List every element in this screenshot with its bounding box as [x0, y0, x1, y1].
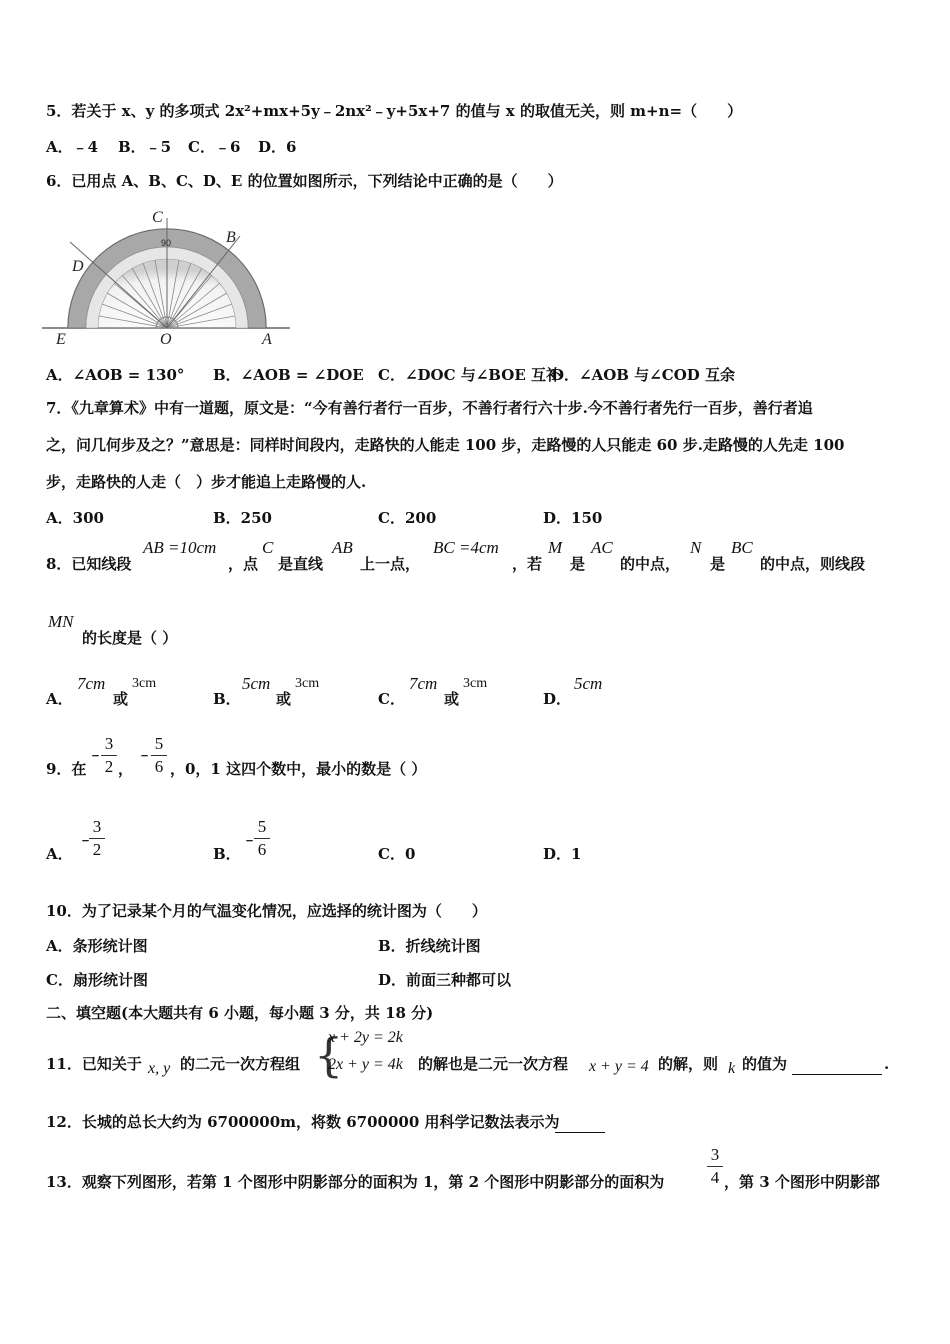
q9-option-a-minus: ﹣ [78, 830, 94, 848]
q9-text-2: ，0，1 这四个数中，最小的数是（ ） [170, 760, 427, 778]
q11-math-k: k [728, 1060, 736, 1077]
q7-option-a[interactable]: A．300 [46, 509, 104, 527]
q8-option-d-value1: 5cm [574, 674, 603, 693]
q8-option-b-label[interactable]: B． [213, 690, 241, 708]
q8-text-6: 是 [570, 555, 586, 573]
q8-math-bc2: BC [731, 538, 753, 557]
q13-fraction-denominator: 4 [710, 1168, 720, 1187]
q9-option-c[interactable]: C．0 [378, 845, 416, 863]
q8-math-ab: AB =10cm [143, 538, 217, 557]
q13-text-2: ，第 3 个图形中阴影部 [724, 1173, 880, 1191]
q8-option-b-or: 或 [276, 690, 292, 708]
q8-math-ab2: AB [332, 538, 353, 557]
q6-stem: 6．已用点 A、B、C、D、E 的位置如图所示，下列结论中正确的是（ ） [46, 172, 563, 190]
q8-option-a-value1: 7cm [77, 674, 106, 693]
q7-line-1: 7．《九章算术》中有一道题，原文是：“今有善行者行一百步，不善行者行六十步.今不善行者先行一百步，善行者追 [46, 399, 813, 417]
q12-answer-blank[interactable] [555, 1112, 605, 1133]
q8-math-m: M [548, 538, 563, 557]
section-2-heading: 二、填空题(本大题共有 6 小题，每小题 3 分，共 18 分) [46, 1004, 434, 1022]
q8-math-bc: BC =4cm [433, 538, 499, 557]
q9-separator: ， [118, 760, 134, 778]
q8-text-8: 是 [710, 555, 726, 573]
q11-equation-2: 2x + y = 4k [328, 1056, 403, 1073]
q5-option-c[interactable]: C．﹣6 [188, 138, 241, 156]
q9-option-b-numerator: 5 [254, 816, 270, 839]
q8-option-c-value1: 7cm [409, 674, 438, 693]
q11-text-5: 的值为 [742, 1055, 788, 1073]
q11-math-xy: x, y [148, 1060, 171, 1077]
q13-fraction [707, 1144, 723, 1189]
q8-option-c-value2: 3cm [463, 676, 488, 691]
q8-option-d-label[interactable]: D． [543, 690, 572, 708]
q9-fraction-2-numerator: 5 [151, 733, 167, 756]
q7-line-3: 步，走路快的人走（ ）步才能追上走路慢的人. [46, 473, 367, 491]
q10-stem: 10．为了记录某个月的气温变化情况，应选择的统计图为（ ） [46, 902, 487, 920]
q10-option-d[interactable]: D．前面三种都可以 [378, 971, 512, 989]
q9-fraction-1 [101, 733, 117, 778]
label-a: A [262, 331, 272, 348]
q9-option-b-denominator: 6 [257, 840, 267, 859]
q13-fraction-numerator: 3 [707, 1144, 723, 1167]
q9-option-d[interactable]: D．1 [543, 845, 582, 863]
q8-text-3: 是直线 [278, 555, 324, 573]
q9-minus-2: ﹣ [137, 745, 153, 763]
q9-text-1: 9．在 [46, 760, 87, 778]
q8-text-9: 的中点，则线段 [760, 555, 866, 573]
q5-option-d[interactable]: D．6 [258, 138, 297, 156]
q8-option-b-value1: 5cm [242, 674, 271, 693]
q11-equation-1: x + 2y = 2k [328, 1029, 403, 1046]
q9-fraction-1-denominator: 2 [104, 757, 114, 776]
label-d: D [72, 258, 84, 275]
label-e: E [56, 331, 66, 348]
q8-text-5: ，若 [512, 555, 543, 573]
q5-option-b[interactable]: B．﹣5 [118, 138, 172, 156]
q8-text-4: 上一点， [360, 555, 421, 573]
q8-math-mn: MN [48, 612, 74, 631]
q7-line-2: 之，问几何步及之？”意思是：同样时间段内，走路快的人能走 100 步，走路慢的人只能走 60 步.走路慢的人先走 100 [46, 436, 845, 454]
q6-option-b[interactable]: B．∠AOB = ∠DOE [213, 366, 364, 384]
q9-option-b-label[interactable]: B． [213, 845, 241, 863]
q10-option-a[interactable]: A．条形统计图 [46, 937, 148, 955]
q8-math-n: N [690, 538, 702, 557]
q8-math-c: C [262, 538, 274, 557]
q8-text-2: ，点 [228, 555, 259, 573]
q11-answer-blank[interactable] [792, 1054, 882, 1075]
q8-text-1: 8．已知线段 [46, 555, 132, 573]
q8-text-10: 的长度是（ ） [82, 629, 178, 647]
q8-text-7: 的中点， [620, 555, 681, 573]
q9-option-a-fraction [89, 816, 105, 861]
label-o: O [160, 331, 172, 348]
q7-option-d[interactable]: D．150 [543, 509, 603, 527]
q8-option-b-value2: 3cm [295, 676, 320, 691]
q13-text-1: 13．观察下列图形，若第 1 个图形中阴影部分的面积为 1，第 2 个图形中阴影部分的面积为 [46, 1173, 665, 1191]
q9-minus-1: ﹣ [88, 745, 104, 763]
q8-option-a-or: 或 [113, 690, 129, 708]
q8-option-a-value2: 3cm [132, 676, 157, 691]
q8-option-c-label[interactable]: C． [378, 690, 405, 708]
q9-option-b-fraction [254, 816, 270, 861]
q5-option-a[interactable]: A．﹣4 [46, 138, 99, 156]
q7-option-c[interactable]: C．200 [378, 509, 437, 527]
q11-period: . [884, 1055, 890, 1073]
protractor-figure [40, 200, 300, 350]
label-b: B [226, 229, 236, 246]
q9-option-a-denominator: 2 [92, 840, 102, 859]
q11-text-4: 的解，则 [658, 1055, 719, 1073]
q8-option-a-label[interactable]: A． [46, 690, 73, 708]
label-90: 90 [161, 238, 172, 248]
q11-text-2: 的二元一次方程组 [180, 1055, 301, 1073]
q9-option-a-numerator: 3 [89, 816, 105, 839]
q9-option-b-minus: ﹣ [242, 830, 258, 848]
q9-fraction-2 [151, 733, 167, 778]
q11-system-brace: { [314, 1028, 344, 1082]
q8-option-c-or: 或 [444, 690, 460, 708]
q10-option-c[interactable]: C．扇形统计图 [46, 971, 148, 989]
q9-option-a-label[interactable]: A． [46, 845, 73, 863]
q11-text-1: 11．已知关于 [46, 1055, 142, 1073]
label-c: C [152, 209, 163, 226]
q6-option-d[interactable]: D．∠AOB 与∠COD 互余 [551, 366, 735, 384]
q6-option-c[interactable]: C．∠DOC 与∠BOE 互补 [378, 366, 561, 384]
q9-fraction-2-denominator: 6 [154, 757, 164, 776]
q9-fraction-1-numerator: 3 [101, 733, 117, 756]
q5-stem: 5．若关于 x、y 的多项式 2x²+mx+5y﹣2nx²﹣y+5x+7 的值与 x 的取值无关，则 m+n=（ ） [46, 102, 743, 120]
q11-text-3: 的解也是二元一次方程 [418, 1055, 569, 1073]
q11-math-sum: x + y = 4 [589, 1058, 649, 1075]
q12-text: 12．长城的总长大约为 6700000m，将数 6700000 用科学记数法表示为 [46, 1113, 560, 1131]
q8-math-ac: AC [591, 538, 613, 557]
q7-option-b[interactable]: B．250 [213, 509, 272, 527]
q10-option-b[interactable]: B．折线统计图 [378, 937, 481, 955]
q6-option-a[interactable]: A．∠AOB = 130° [46, 366, 185, 384]
